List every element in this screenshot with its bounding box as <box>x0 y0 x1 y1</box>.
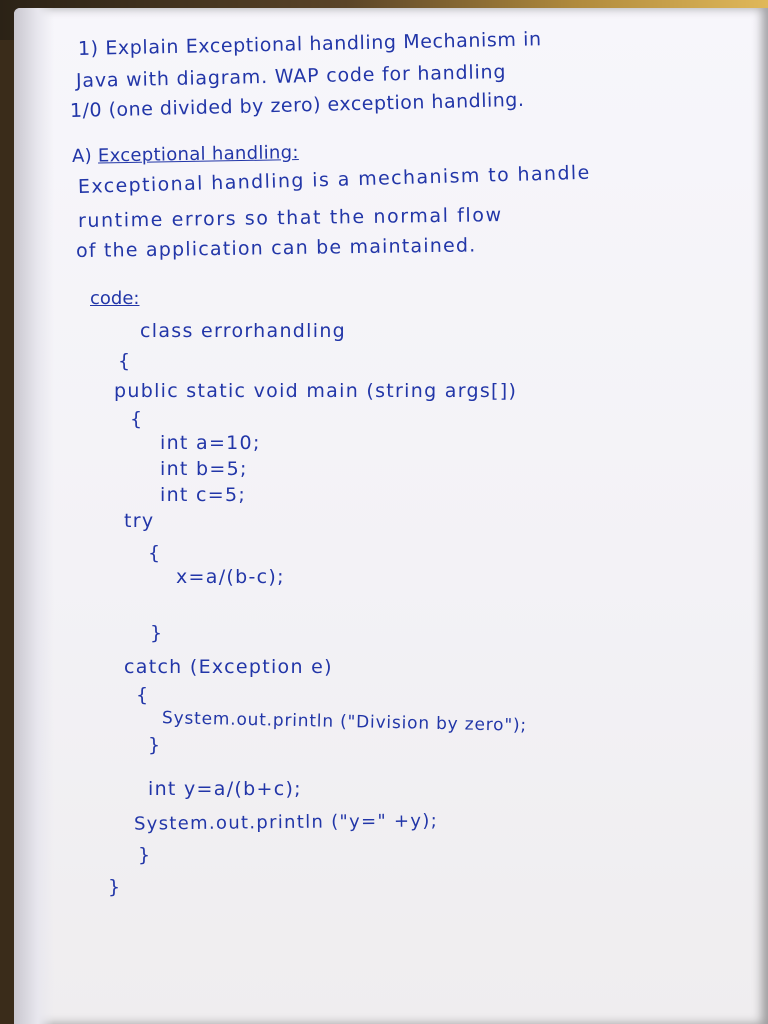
notebook-page <box>14 8 768 1024</box>
code-label: code: <box>90 288 140 309</box>
code-line: { <box>118 350 132 372</box>
code-line: { <box>148 542 162 564</box>
code-line: } <box>108 876 122 898</box>
code-line: System.out.println ("y=" +y); <box>133 810 439 835</box>
code-line: catch (Exception e) <box>124 656 333 678</box>
answer-prefix: A) <box>71 145 93 167</box>
answer-heading-label: Exceptional handling: <box>97 142 299 167</box>
code-line: class errorhandling <box>140 320 347 342</box>
question-line-1: 1) Explain Exceptional handling Mechanism in <box>77 28 542 60</box>
definition-line-3: of the application can be maintained. <box>75 234 477 262</box>
code-line: { <box>130 408 144 430</box>
question-line-3: 1/0 (one divided by zero) exception handling. <box>69 88 525 122</box>
code-line: System.out.println ("Division by zero"); <box>161 708 528 736</box>
code-line: try <box>124 510 155 532</box>
code-line: int a=10; <box>160 432 261 454</box>
answer-heading <box>72 142 299 167</box>
code-line: int y=a/(b+c); <box>148 778 302 800</box>
code-line: } <box>148 734 162 756</box>
code-line: } <box>150 622 164 644</box>
code-line: x=a/(b-c); <box>176 566 285 588</box>
code-line: } <box>138 844 152 866</box>
definition-line-1: Exceptional handling is a mechanism to handle <box>77 161 591 198</box>
code-line: public static void main (string args[]) <box>114 380 518 402</box>
code-line: { <box>136 684 150 706</box>
code-line: int c=5; <box>160 484 247 506</box>
question-line-2: Java with diagram. WAP code for handling <box>75 60 507 92</box>
page-curl-shadow <box>14 8 54 1024</box>
definition-line-2: runtime errors so that the normal flow <box>77 204 503 232</box>
code-line: int b=5; <box>160 458 248 480</box>
